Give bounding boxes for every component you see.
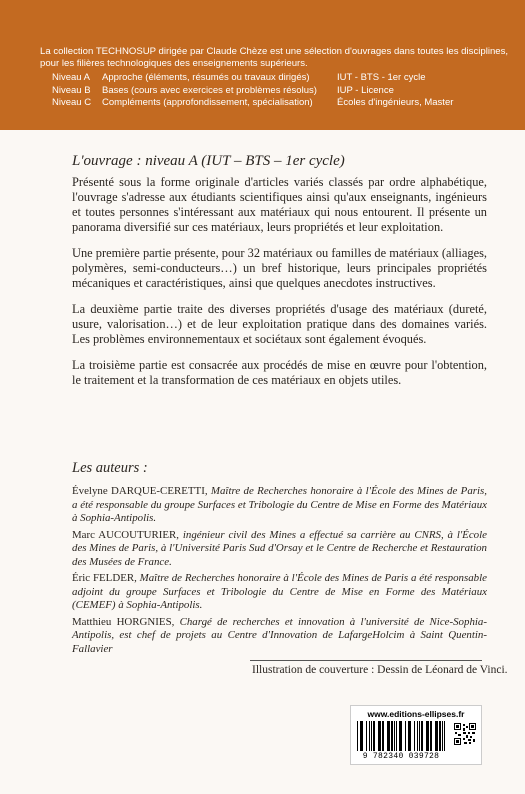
cover-illustration-credit: Illustration de couverture : Dessin de Léonard de Vinci.: [252, 664, 508, 676]
level-description: Compléments (approfondissement, spécialisation): [102, 97, 313, 108]
barcode-panel: [350, 705, 482, 765]
author-entry: [72, 572, 487, 613]
paragraph: Une première partie présente, pour 32 matériaux ou familles de matériaux (alliages, polymères, semi-conducteurs…) un bref historique, leurs principales propriétés mécaniques et caractéristiques, ainsi que quelques anecdotes instructives.: [72, 246, 487, 290]
level-name: Niveau C: [52, 97, 92, 108]
author-name: Matthieu HORGNIES: [72, 615, 172, 628]
level-target: IUT - BTS - 1er cycle: [337, 72, 426, 83]
levels-table: [52, 72, 512, 110]
ouvrage-heading: L'ouvrage : niveau A (IUT – BTS – 1er cycle): [72, 153, 345, 169]
level-description: Bases (cours avec exercices et problèmes résolus): [102, 84, 317, 96]
publisher-url: www.editions-ellipses.fr: [367, 709, 465, 719]
paragraph: Présenté sous la forme originale d'articles variés classés par ordre alphabétique, l'ouvrage s'adresse aux étudiants scientifiques ainsi qu'aux enseignants, ingénieurs et toutes personnes s'intéressant aux matériaux qui nous entourent. Il présente un panorama diversifié sur ces matériaux, leurs propriétés et leur exploitation.: [72, 175, 487, 234]
level-description: Approche (éléments, résumés ou travaux dirigés): [102, 72, 310, 83]
level-row: [52, 72, 512, 85]
authors-heading: Les auteurs :: [72, 460, 148, 476]
author-bio: , ingénieur civil des Mines a effectué sa carrière au CNRS, à l'École des Mines de Paris, à l'Université Paris Sud d'Orsay et le Centre de Recherche et Restauration des Musées de France.: [72, 528, 487, 568]
isbn-barcode: [357, 721, 449, 751]
qr-code-icon: [454, 723, 476, 745]
author-name: Éric FELDER: [72, 572, 135, 584]
author-name: Marc AUCOUTURIER: [72, 528, 177, 541]
divider: [250, 660, 482, 661]
author-name: Évelyne DARQUE-CERETTI: [72, 485, 205, 497]
header-band: [0, 0, 525, 130]
author-bio: , Chargé de recherches et innovation à l'université de Nice-Sophia-Antipolis, est chef de projets au Centre d'Innovation de LafargeHolcim à Saint Quentin-Fallavier: [72, 615, 487, 655]
level-name: Niveau B: [52, 84, 91, 96]
isbn-number: 9 782340 039728: [362, 752, 440, 761]
level-target: Écoles d'ingénieurs, Master: [337, 97, 454, 108]
level-row: [52, 97, 512, 110]
authors-list: [72, 485, 487, 659]
paragraph: La troisième partie est consacrée aux procédés de mise en œuvre pour l'obtention, le traitement et la transformation de ces matériaux en objets utiles.: [72, 358, 487, 387]
paragraph: La deuxième partie traite des diverses propriétés d'usage des matériaux (dureté, usure, valorisation…) et de leur exploitation pratique dans des domaines variés. Les problèmes environnementaux et sociétaux sont également évoqués.: [72, 302, 487, 346]
collection-intro: La collection TECHNOSUP dirigée par Claude Chèze est une sélection d'ouvrages dans toutes les disciplines, pour les filières technologiques des enseignements supérieurs.: [40, 46, 509, 69]
author-entry: [72, 616, 487, 657]
author-bio: , Maître de Recherches honoraire à l'École des Mines de Paris, a été responsable du groupe Surfaces et Tribologie du Centre de Mise en Forme des Matériaux à Sophia-Antipolis.: [72, 485, 488, 524]
level-row: [52, 85, 512, 98]
author-entry: [72, 529, 487, 570]
ouvrage-description: [72, 175, 487, 399]
author-entry: [72, 485, 487, 526]
level-name: Niveau A: [52, 72, 91, 83]
author-bio: , Maître de Recherches honoraire à l'École des Mines de Paris a été responsable adjoint du groupe Surfaces et Tribologie du Centre de Mise en Forme des Matériaux (CEMEF) à Sophia-Antipolis.: [72, 572, 487, 611]
level-target: IUP - Licence: [337, 84, 394, 96]
